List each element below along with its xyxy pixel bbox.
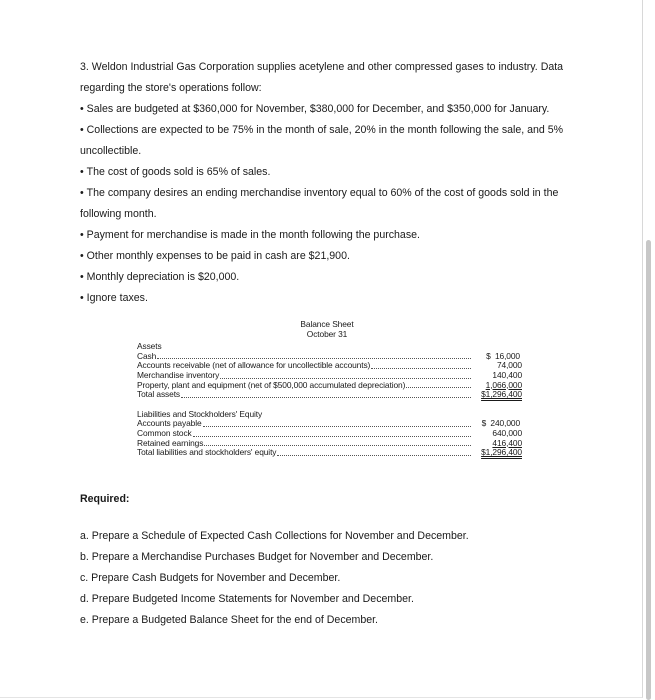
- leader-dots: [157, 357, 471, 359]
- bs-label: Total assets: [137, 389, 181, 400]
- leader-dots: [371, 367, 471, 369]
- vertical-scrollbar[interactable]: [646, 240, 651, 700]
- currency-symbol: $: [481, 418, 487, 429]
- bs-label: Total liabilities and stockholders' equity: [137, 447, 277, 458]
- bs-label: Cash: [137, 350, 157, 361]
- leader-dots: [193, 435, 471, 437]
- bs-amount: $1,296,400: [481, 447, 522, 458]
- task-c: c. Prepare Cash Budgets for November and December.: [80, 572, 341, 584]
- currency-symbol: $: [486, 350, 491, 361]
- bs-label: Accounts receivable (net of allowance for uncollectible accounts): [137, 360, 371, 371]
- task-d: d. Prepare Budgeted Income Statements for November and December.: [80, 593, 414, 605]
- bs-amount: $1,296,400: [481, 389, 522, 400]
- balance-sheet: [137, 320, 522, 458]
- bullet-sales: • Sales are budgeted at $360,000 for November, $380,000 for December, and $350,000 for January.: [80, 99, 580, 120]
- bs-label: Accounts payable: [137, 418, 202, 429]
- bullet-other-expenses: • Other monthly expenses to be paid in cash are $21,900.: [80, 246, 580, 267]
- assets-header: Assets: [137, 341, 162, 352]
- bs-row-total-assets: [137, 390, 522, 400]
- intro-line-1: 3. Weldon Industrial Gas Corporation supplies acetylene and other compressed gases to industry. Data: [80, 61, 564, 73]
- bs-label: Property, plant and equipment (net of $500,000 accumulated depreciation): [137, 379, 406, 390]
- required-tasks: [80, 526, 469, 631]
- bullet-collections: • Collections are expected to be 75% in the month of sale, 20% in the month following the sale, and 5%: [80, 120, 580, 141]
- problem-text: [80, 57, 580, 309]
- bs-amount: 1,066,000: [485, 379, 522, 390]
- bullet-taxes: • Ignore taxes.: [80, 288, 580, 309]
- bullet-depreciation: • Monthly depreciation is $20,000.: [80, 267, 580, 288]
- bullet-collections-cont: uncollectible.: [80, 145, 142, 157]
- bullet-payment: • Payment for merchandise is made in the month following the purchase.: [80, 225, 580, 246]
- bullet-inventory: • The company desires an ending merchandise inventory equal to 60% of the cost of goods sold in the: [80, 183, 580, 204]
- bs-amount: 74,000: [496, 360, 522, 371]
- amount-value: 16,000: [494, 350, 520, 361]
- balance-sheet-title: Balance Sheet: [300, 319, 354, 329]
- task-b: b. Prepare a Merchandise Purchases Budget for November and December.: [80, 551, 434, 563]
- bs-label: Merchandise inventory: [137, 369, 220, 380]
- bs-row-accounts-payable: [137, 419, 522, 429]
- liabilities-header: Liabilities and Stockholders' Equity: [137, 408, 263, 419]
- bs-label: Retained earnings: [137, 437, 204, 448]
- task-a: a. Prepare a Schedule of Expected Cash Collections for November and December.: [80, 530, 469, 542]
- balance-sheet-date: October 31: [306, 328, 348, 339]
- required-heading: Required:: [80, 493, 130, 505]
- task-e: e. Prepare a Budgeted Balance Sheet for the end of December.: [80, 614, 379, 626]
- bs-amount: 640,000: [492, 427, 522, 438]
- bullet-cogs: • The cost of goods sold is 65% of sales.: [80, 162, 580, 183]
- bs-label: Common stock: [137, 427, 192, 438]
- bs-row-ppe: [137, 381, 522, 391]
- leader-dots: [277, 454, 471, 456]
- leader-dots: [204, 444, 471, 446]
- bullet-inventory-cont: following month.: [80, 208, 157, 220]
- leader-dots: [406, 386, 471, 388]
- bs-amount: 416,400: [492, 437, 522, 448]
- leader-dots: [181, 396, 471, 398]
- leader-dots: [220, 377, 471, 379]
- bs-row-total-liabilities-equity: [137, 448, 522, 458]
- bs-amount: 140,400: [492, 369, 522, 380]
- leader-dots: [203, 425, 471, 427]
- intro-line-2: regarding the store's operations follow:: [80, 82, 262, 94]
- amount-value: 240,000: [490, 418, 520, 429]
